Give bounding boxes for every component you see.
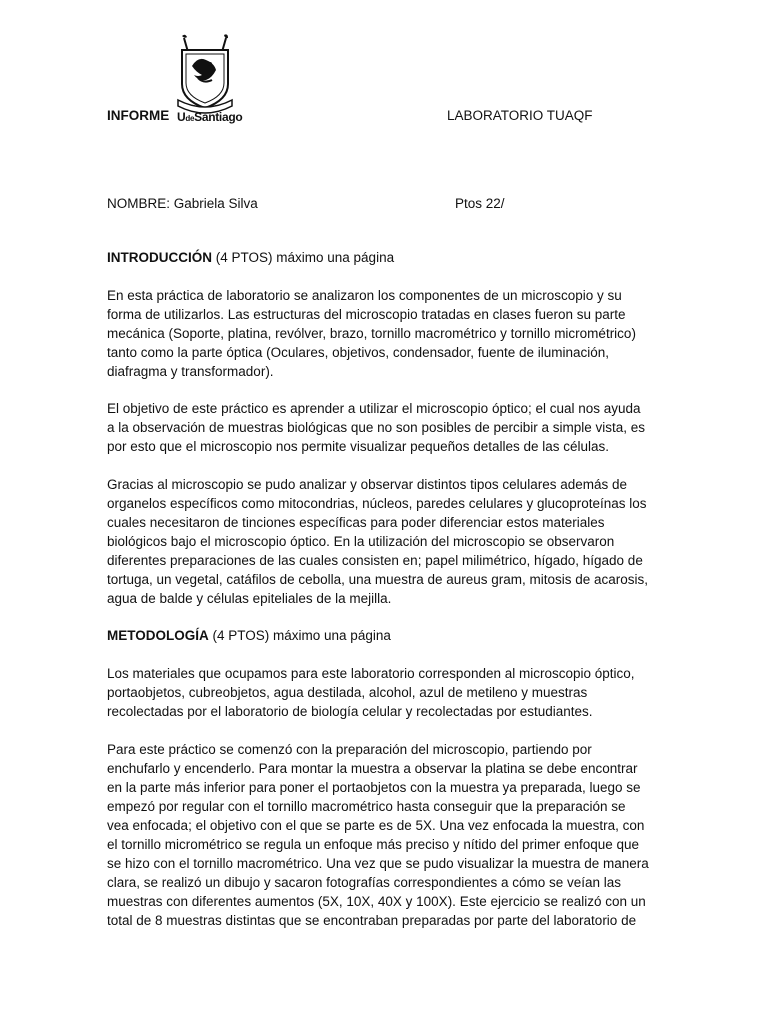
text-line: enchufarlo y encenderlo. Para montar la muestra a observar la platina se debe encontrar: [107, 761, 638, 776]
text-line: Para este práctico se comenzó con la preparación del microscopio, partiendo por: [107, 742, 592, 757]
intro-paragraph-1: [107, 286, 667, 381]
text-line: clara, se realizó un dibujo y sacaron fotografías correspondientes a cómo se veían las: [107, 875, 622, 890]
text-line: diafragma y transformador).: [107, 364, 274, 379]
text-line: Los materiales que ocupamos para este laboratorio corresponden al microscopio óptico,: [107, 666, 635, 681]
text-line: agua de balde y células epiteliales de la mejilla.: [107, 591, 392, 606]
text-line: vea enfocada; el objetivo con el que se parte es de 5X. Una vez enfocada la muestra, con: [107, 818, 645, 833]
method-paragraph-1: [107, 664, 667, 721]
text-line: cuales necesitaron de tinciones específicas para poder diferenciar estos materiales: [107, 515, 605, 530]
text-line: tortuga, un vegetal, catáfilos de cebolla, una muestra de aureus gram, mitosis de acarosis,: [107, 572, 649, 587]
text-line: por esto que el microscopio nos permite visualizar pequeños detalles de las células.: [107, 439, 610, 454]
text-line: en la parte más inferior para poner el portaobjetos con la muestra ya preparada, luego se: [107, 780, 641, 795]
text-line: el tornillo micrométrico se regula un enfoque más preciso y nítido del primer enfoque que: [107, 837, 640, 852]
intro-paragraph-3: [107, 475, 667, 608]
text-line: mecánica (Soporte, platina, revólver, brazo, tornillo macrométrico y tornillo micrométrico): [107, 326, 636, 341]
university-logo-text: UdeSantiago: [177, 110, 243, 124]
student-name: NOMBRE: Gabriela Silva: [107, 196, 258, 211]
intro-heading-note: (4 PTOS) máximo una página: [212, 250, 395, 265]
text-line: muestras con diferentes aumentos (5X, 10X, 40X y 100X). Este ejercicio se realizó con un: [107, 894, 646, 909]
intro-heading: [107, 248, 394, 267]
lab-title: LABORATORIO TUAQF: [447, 108, 593, 123]
method-paragraph-2: [107, 740, 667, 930]
text-line: biológicos bajo el microscopio óptico. En la utilización del microscopio se observaron: [107, 534, 615, 549]
text-line: En esta práctica de laboratorio se analizaron los componentes de un microscopio y su: [107, 288, 622, 303]
text-line: se hizo con el tornillo macrométrico. Una vez que se pudo visualizar la muestra de manera: [107, 856, 649, 871]
method-heading-title: METODOLOGÍA: [107, 628, 209, 643]
intro-heading-title: INTRODUCCIÓN: [107, 250, 212, 265]
report-label: INFORME: [107, 108, 170, 123]
text-line: organelos específicos como mitocondrias, núcleos, paredes celulares y glucoproteínas los: [107, 496, 647, 511]
method-heading-note: (4 PTOS) máximo una página: [208, 628, 391, 643]
method-heading: [107, 626, 391, 645]
points-field: Ptos 22/: [455, 196, 505, 211]
text-line: empezó por regular con el tornillo macrométrico hasta conseguir que la preparación se: [107, 799, 626, 814]
text-line: tanto como la parte óptica (Oculares, objetivos, condensador, fuente de iluminación,: [107, 345, 610, 360]
text-line: a la observación de muestras biológicas que no son posibles de percibir a simple vista, es: [107, 420, 646, 435]
text-line: total de 8 muestras distintas que se encontraban preparadas por parte del laboratorio de: [107, 913, 637, 928]
intro-paragraph-2: [107, 399, 667, 456]
text-line: portaobjetos, cubreobjetos, agua destilada, alcohol, azul de metileno y muestras: [107, 685, 588, 700]
text-line: forma de utilizarlos. Las estructuras del microscopio tratadas en clases fueron su parte: [107, 307, 626, 322]
text-line: diferentes preparaciones de las cuales consisten en; papel milimétrico, hígado, hígado de: [107, 553, 643, 568]
text-line: El objetivo de este práctico es aprender a utilizar el microscopio óptico; el cual nos ayuda: [107, 401, 641, 416]
text-line: recolectadas por el laboratorio de biología celular y recolectadas por estudiantes.: [107, 704, 593, 719]
text-line: Gracias al microscopio se pudo analizar y observar distintos tipos celulares además de: [107, 477, 628, 492]
